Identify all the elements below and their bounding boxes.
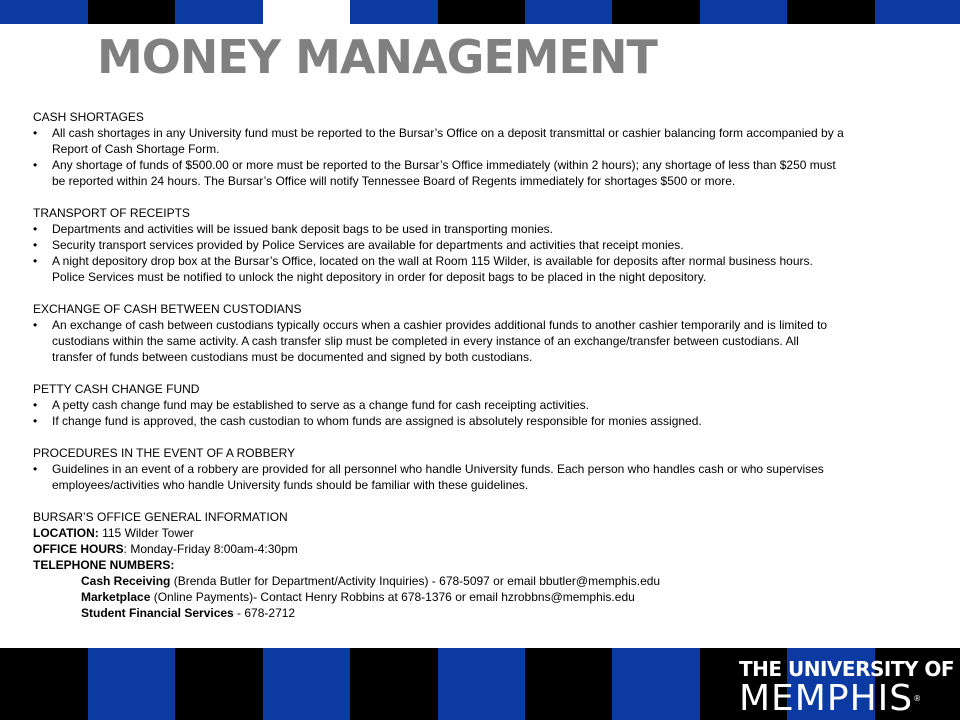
top-stripe [525, 0, 612, 24]
bullet-line: All cash shortages in any University fund must be reported to the Bursar’s Office on a deposit transmittal or cashier balancing form accompanied by a [52, 126, 844, 140]
phone-text: (Online Payments)- Contact Henry Robbins at 678-1376 or email hzrobbns@memphis.edu [150, 590, 635, 604]
hours-line [33, 541, 933, 557]
phone-line [33, 589, 933, 605]
bullet-item [33, 125, 933, 157]
bullet-line: An exchange of cash between custodians typically occurs when a cashier provides additional funds to another cashier temporarily and is limited to [52, 318, 828, 332]
bullet-line: If change fund is approved, the cash custodian to whom funds are assigned is absolutely responsible for monies assigned. [52, 414, 702, 428]
top-stripe [787, 0, 875, 24]
bottom-stripe [612, 648, 700, 720]
phone-text: (Brenda Butler for Department/Activity Inquiries) - 678-5097 or email bbutler@memphis.edu [170, 574, 661, 588]
bottom-stripe [263, 648, 350, 720]
hours-value: : Monday-Friday 8:00am-4:30pm [123, 542, 298, 556]
phone-line [33, 605, 933, 621]
registered-mark: ® [913, 694, 923, 703]
bullet-dot-icon: • [33, 398, 38, 412]
bullet-line: Any shortage of funds of $500.00 or more must be reported to the Bursar’s Office immediately (within 2 hours); any shortage of less than $250 must [52, 158, 836, 172]
top-stripe [0, 0, 88, 24]
section-heading: PETTY CASH CHANGE FUND [33, 382, 200, 396]
bullet-item [33, 253, 933, 285]
bullet-line: Departments and activities will be issued bank deposit bags to be used in transporting monies. [52, 222, 553, 236]
phone-text: - 678-2712 [233, 606, 296, 620]
bullet-line: Police Services must be notified to unlock the night depository in order for deposit bags to be placed in the night depository. [52, 270, 707, 284]
policy-sections [33, 109, 933, 509]
phone-label: Cash Receiving [81, 574, 171, 588]
section-heading: CASH SHORTAGES [33, 110, 144, 124]
bullet-list [33, 125, 933, 189]
bullet-dot-icon: • [33, 126, 38, 140]
top-stripe [88, 0, 175, 24]
top-stripe [875, 0, 960, 24]
general-info [33, 509, 933, 621]
bullet-list [33, 317, 933, 365]
bullet-line: A petty cash change fund may be established to serve as a change fund for cash receipting activities. [52, 398, 589, 412]
university-logo [739, 657, 955, 719]
bullet-dot-icon: • [33, 158, 38, 172]
bullet-dot-icon: • [33, 254, 38, 268]
hours-label: OFFICE HOURS [33, 542, 124, 556]
bullet-dot-icon: • [33, 318, 38, 332]
bullet-list [33, 221, 933, 285]
bullet-item [33, 221, 933, 237]
top-stripe [438, 0, 525, 24]
section-heading: PROCEDURES IN THE EVENT OF A ROBBERY [33, 446, 296, 460]
bullet-line: transfer of funds between custodians must be documented and signed by both custodians. [52, 350, 533, 364]
phone-heading: TELEPHONE NUMBERS: [33, 558, 175, 572]
phone-list [33, 573, 933, 621]
bottom-stripe [350, 648, 438, 720]
bullet-item [33, 237, 933, 253]
section-heading: TRANSPORT OF RECEIPTS [33, 206, 190, 220]
info-heading: BURSAR’S OFFICE GENERAL INFORMATION [33, 510, 288, 524]
section-heading: EXCHANGE OF CASH BETWEEN CUSTODIANS [33, 302, 302, 316]
bottom-stripe [0, 648, 88, 720]
location-label: LOCATION: [33, 526, 99, 540]
bullet-item [33, 157, 933, 189]
page-title: MONEY MANAGEMENT [97, 30, 657, 84]
bullet-item [33, 413, 933, 429]
bottom-stripe [175, 648, 263, 720]
bullet-line: custodians within the same activity. A cash transfer slip must be completed in every instance of an exchange/transfer between custodians. All [52, 334, 799, 348]
logo-line-2: MEMPHIS® [739, 678, 923, 719]
phone-label: Student Financial Services [81, 606, 234, 620]
bullet-dot-icon: • [33, 222, 38, 236]
phone-line [33, 573, 933, 589]
top-stripe [350, 0, 438, 24]
bottom-stripe [88, 648, 175, 720]
top-stripe [263, 0, 350, 24]
top-stripe [175, 0, 263, 24]
location-value: 115 Wilder Tower [98, 526, 194, 540]
phone-label: Marketplace [81, 590, 151, 604]
bullet-line: employees/activities who handle University funds should be familiar with these guidelines. [52, 478, 529, 492]
bottom-stripe [438, 648, 525, 720]
top-stripe [612, 0, 700, 24]
location-line [33, 525, 933, 541]
bottom-stripe [525, 648, 612, 720]
bullet-line: Report of Cash Shortage Form. [52, 142, 220, 156]
bullet-list [33, 461, 933, 493]
bullet-line: be reported within 24 hours. The Bursar’s Office will notify Tennessee Board of Regents immediately for shortages $500 or more. [52, 174, 736, 188]
bullet-line: Security transport services provided by Police Services are available for departments and activities that receipt monies. [52, 238, 684, 252]
bullet-list [33, 397, 933, 429]
bullet-item [33, 397, 933, 413]
logo-line-1: THE UNIVERSITY OF [739, 657, 955, 681]
bullet-dot-icon: • [33, 414, 38, 428]
bullet-item [33, 461, 933, 493]
document-body [33, 109, 933, 621]
bullet-dot-icon: • [33, 238, 38, 252]
top-stripe [700, 0, 787, 24]
bullet-item [33, 317, 933, 365]
bullet-dot-icon: • [33, 462, 38, 476]
bullet-line: A night depository drop box at the Bursar’s Office, located on the wall at Room 115 Wilder, is available for deposits after normal business hours. [52, 254, 813, 268]
bullet-line: Guidelines in an event of a robbery are provided for all personnel who handle University funds. Each person who handles cash or who supervises [52, 462, 824, 476]
top-stripe-band [0, 0, 960, 24]
